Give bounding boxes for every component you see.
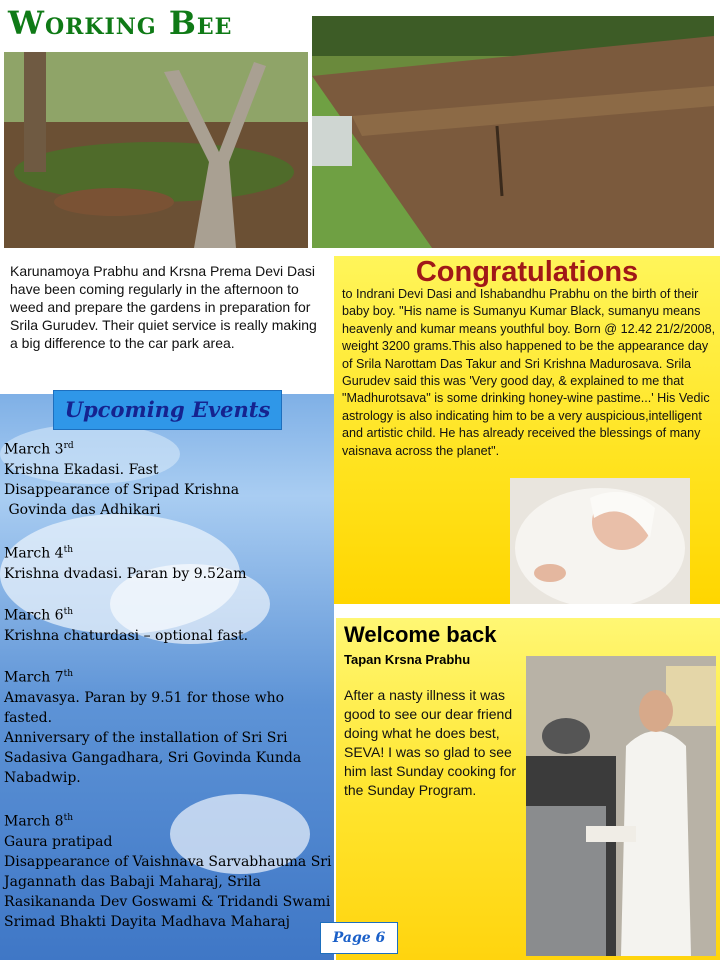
event-line: Krishna chaturdasi – optional fast. [4,627,249,644]
event-line: Disappearance of Sripad Krishna [4,481,240,498]
event-date: March 7 [4,669,64,686]
date-suffix: th [63,669,74,679]
page-number-badge [320,922,398,954]
date-suffix: th [63,813,74,823]
congratulations-text: to Indrani Devi Dasi and Ishabandhu Prabhu on the birth of their baby boy. "His name is Sumanyu Kumar Black, sumanyu means heavenly and kumar means youthful boy. Born @ 12.42 21/2/2008, weight 3200 grams.This also happened to be the appearance day of Srila Narottam Das Takur and Sri Krishna Madurosava. Srila Gurudev said this was 'Very good day, & explained to me that "Madhurotsava" is some drinking honey-wine pastime...' His Vedic astrology is also indicating him to be a very auspicious,intelligent and artistic child. He has already received the blessings of many vaisnava across the planet". [342,287,716,458]
event-line: Gaura pratipad [4,833,113,850]
date-suffix: th [63,607,74,617]
event-date: March 6 [4,607,64,624]
event-date: March 3 [4,441,64,458]
event-march-8 [4,808,332,932]
event-line: Amavasya. Paran by 9.51 for those who fasted. [4,689,285,726]
garden-photo-right [312,16,714,248]
welcome-subtitle: Tapan Krsna Prabhu [344,652,471,667]
event-date: March 4 [4,545,64,562]
welcome-text: After a nasty illness it was good to see our dear friend doing what he does best, SEVA! I was so glad to see him last Sunday cooking for the Sunday Program. [344,687,516,798]
date-suffix: rd [63,441,74,451]
page-title: Working Bee [8,4,233,42]
event-march-7 [4,664,332,788]
cooking-photo [526,656,716,956]
event-line: Govinda das Adhikari [4,501,161,518]
event-date: March 8 [4,813,64,830]
event-line: Disappearance of Vaishnava Sarvabhauma Sri Jagannath das Babaji Maharaj, Srila Rasikananda Dev Goswami & Tridandi Swami Srimad Bhakti Dayita Madhava Maharaj [4,853,332,930]
garden-photo-left [4,52,308,248]
page-number: Page 6 [332,930,386,946]
congratulations-title: Congratulations [415,256,639,288]
congratulations-panel [334,256,720,604]
event-line: Krishna Ekadasi. Fast [4,461,159,478]
welcome-title: Welcome back [344,622,497,647]
working-bee-caption: Karunamoya Prabhu and Krsna Prema Devi Dasi have been coming regularly in the afternoon to weed and prepare the gardens in preparation for Srila Gurudev. Their quiet service is really making a big difference to the car park area. [10,263,317,351]
baby-photo [510,478,690,604]
event-line: Krishna dvadasi. Paran by 9.52am [4,565,247,582]
welcome-back-panel [336,618,720,960]
date-suffix: th [63,545,74,555]
event-march-3 [4,436,332,520]
event-march-4 [4,540,332,584]
upcoming-events-title: Upcoming Events [64,397,271,422]
upcoming-events-header [53,390,282,430]
event-line: Anniversary of the installation of Sri Sri Sadasiva Gangadhara, Sri Govinda Kunda Nabadwip. [4,729,302,786]
event-march-6 [4,602,332,646]
